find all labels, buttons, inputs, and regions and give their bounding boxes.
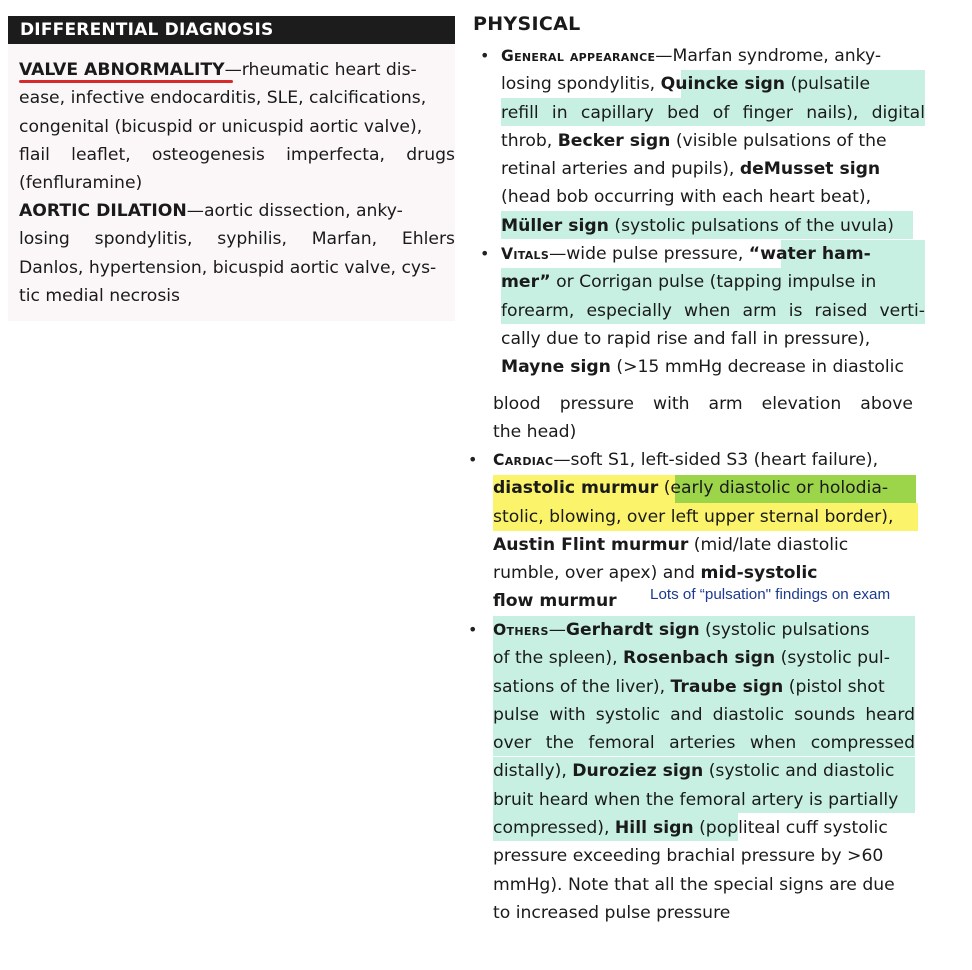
gerhardt-sign: Gerhardt sign xyxy=(565,620,700,640)
valve-abnormality-term: VALVE ABNORMALITY xyxy=(19,60,225,80)
others-label: Others xyxy=(493,621,549,639)
aortic-dilation-section: AORTIC DILATION—aortic dissection, anky- losing spondylitis, syphilis, Marfan, Ehlers Danlos, hypertension, bicuspid aortic valve, cys- tic medial necrosis xyxy=(19,201,455,306)
general-appearance-label: General appearance xyxy=(501,47,656,65)
header-text: DIFFERENTIAL DIAGNOSIS xyxy=(20,20,274,40)
diastolic-murmur: diastolic murmur xyxy=(493,478,659,499)
austin-flint-murmur: Austin Flint murmur xyxy=(493,534,689,555)
mayne-sign: Mayne sign xyxy=(501,357,611,378)
vitals-section: Vitals—wide pulse pressure, “water ham- mer” or Corrigan pulse (tapping impulse in forearm, especially when arm is raised verti- cally due to rapid rise and fall in pressure), Mayne sign (>15 mmHg decrease in diastolic xyxy=(501,244,925,378)
quincke-sign: Quincke sign xyxy=(660,74,786,95)
aortic-dilation-term: AORTIC DILATION xyxy=(19,201,187,221)
vitals-label: Vitals xyxy=(501,245,550,263)
traube-sign: Traube sign xyxy=(670,676,784,697)
bullet-others: • xyxy=(468,620,478,639)
demusset-sign: deMusset sign xyxy=(739,159,881,180)
physical-title: PHYSICAL xyxy=(473,13,581,35)
differential-diagnosis-header xyxy=(8,16,455,44)
cardiac-label: Cardiac xyxy=(493,451,554,469)
duroziez-sign: Duroziez sign xyxy=(572,761,704,782)
becker-sign: Becker sign xyxy=(557,130,671,151)
bullet-vitals: • xyxy=(480,244,490,263)
hill-sign: Hill sign xyxy=(614,818,694,839)
red-underline-annotation xyxy=(19,80,233,83)
others-section: Others—Gerhardt sign (systolic pulsations of the spleen), Rosenbach sign (systolic pul- sations of the liver), Traube sign (pistol shot pulse with systolic and diastolic sounds heard over the femoral arteries when compressed distally), Duroziez sign (systolic and diastolic bruit heard when the femoral artery is partially compressed), Hill sign (popliteal cuff systolic pressure exceeding brachial pressure by >60 mmHg). Note that all the special signs are due to increased pulse pressure xyxy=(493,620,915,923)
vitals-continued: blood pressure with arm elevation above the head) xyxy=(493,394,913,443)
mid-systolic: mid-systolic xyxy=(700,563,818,584)
flow-murmur: flow murmur xyxy=(493,591,617,612)
bullet-cardiac: • xyxy=(468,450,478,469)
cardiac-section: Cardiac—soft S1, left-sided S3 (heart failure), diastolic murmur (early diastolic or holodia- stolic, blowing, over left upper sternal border), Austin Flint murmur (mid/late diastolic rumble, over apex) and mid-systolic flow murmur xyxy=(493,450,894,612)
handwritten-note: Lots of “pulsation" findings on exam xyxy=(650,586,891,603)
rosenbach-sign: Rosenbach sign xyxy=(623,648,776,669)
water-hammer: “water ham- xyxy=(748,244,871,264)
bullet-general: • xyxy=(480,46,490,65)
valve-abnormality-section: VALVE ABNORMALITY—rheumatic heart dis- ease, infective endocarditis, SLE, calcifications, congenital (bicuspid or unicuspid aortic valve), flail leaflet, osteogenesis imperfecta, drugs (fenfluramine) xyxy=(19,60,455,194)
general-appearance-section: General appearance—Marfan syndrome, anky- losing spondylitis, Quincke sign (pulsatile refill in capillary bed of finger nails), digital throb, Becker sign (visible pulsations of the retinal arteries and pupils), deMusset sign (head bob occurring with each heart beat), Müller sign (systolic pulsations of the uvula) xyxy=(501,46,925,236)
muller-sign: Müller sign xyxy=(501,215,609,236)
